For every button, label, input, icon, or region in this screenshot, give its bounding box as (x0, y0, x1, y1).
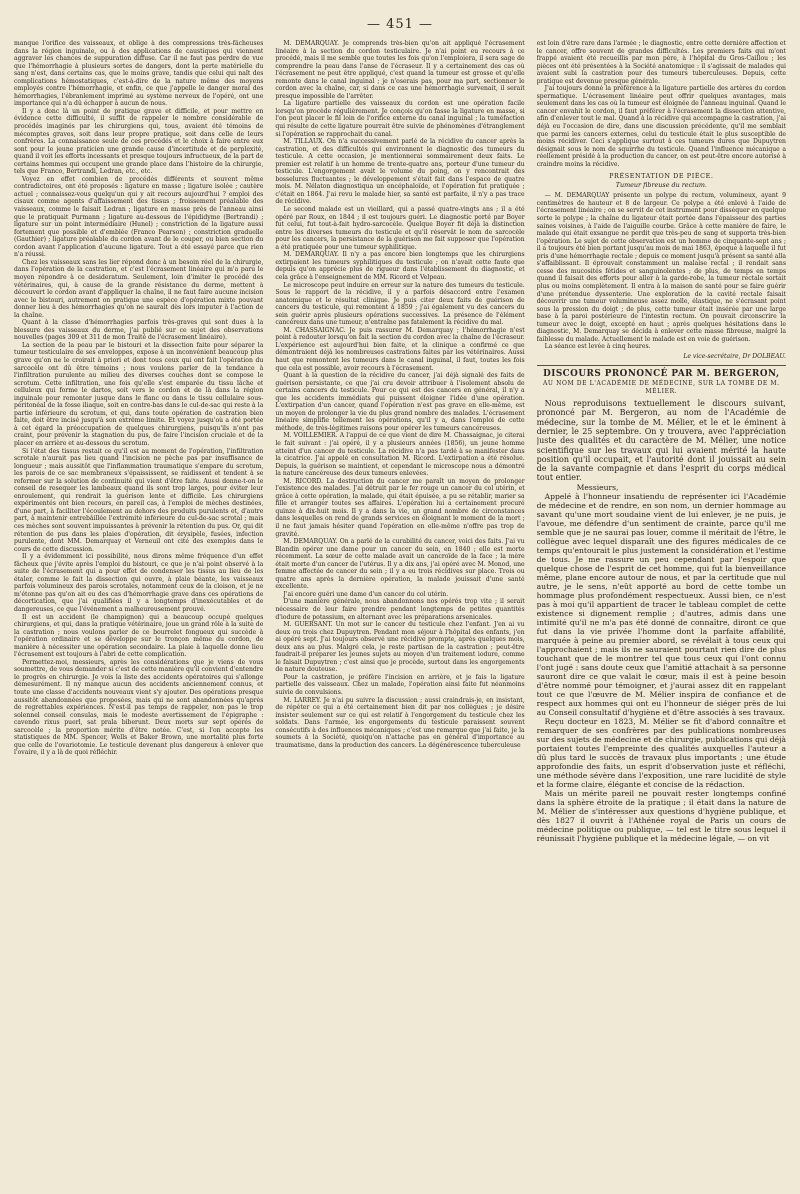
paragraph: est loin d'être rare dans l'armée ; le diagnostic, entre cette dernière affection et le cancer, offre souvent de grandes difficultés. Les premiers faits qui m'ont frappé avaient été recueillis par mon père, à l'hôpital du Gros-Caillou ; les pièces ont été présentées à la Société anatomique : il s'agissait de malades qui avaient subi la castration pour des tumeurs tuberculeuses. Depuis, cette pratique est devenue presque générale. (536, 40, 786, 85)
column-right (537, 40, 786, 1184)
discours-subtitle: AU NOM DE L'ACADÉMIE DE MÉDECINE, SUR LA TOMBE DE M. MÉLIER. (543, 379, 780, 395)
paragraph: M. DEMARQUAY. Je comprends très-bien qu'on ait appliqué l'écrasement linéaire à la section du cordon testiculaire. Je n'ai point eu recours à ce procédé, mais il me semble que toutes les fois qu'on l'emploiera, il sera sage de comprendre la peau dans l'anse de l'écraseur. Il y a certainement des cas où l'écrasement ne peut être appliqué, c'est quand la tumeur est grosse et qu'elle remonte dans le canal inguinal ; je n'oserais pas, pour ma part, sectionner le cordon avec la chaîne, car, si dans ce cas une hémorrhagie survenait, il serait presque impossible de l'arrêter. (275, 40, 525, 100)
paragraph: Appelé à l'honneur insatiendu de représenter ici l'Académie de médecine et de rendre, en son nom, un dernier hommage au savant qu'une mort soudaine vient de lui enlever, je ne puis, je l'avoue, me défendre d'un sentiment de crainte, parce qu'il me semble que je ne saurai pas louer, comme il méritait de l'être, le collègue avec lequel disparaît une des figures médicales de ce temps qu'entourait le plus justement la considération et l'estime de tous. Je me rassure un peu cependant par l'espoir que quelque chose de l'esprit de cet homme, qui fut la bienveillance même, plane encore autour de nous, et par la certitude que nul autre, je le sens, n'eût apporté au bord de cette tombe un hommage plus profondément respectueux. Aussi bien, ce n'est pas à moi qu'il appartient de tracer le tableau complet de cette existence si dignement remplie ; d'autres, admis dans une intimité qu'il ne m'a pas été donné de connaître, diront ce que fut dans la vie privée l'homme dont la parfaite affabilité, marquée à peine au premier abord, se révélait à tous ceux qui l'approchaient ; mais ils ne sauraient pourtant rien dire de plus touchant que de le montrer tel que tous ceux qui l'ont connu l'ont jugé : sans doute ceux que l'amitié attachait à sa personne sauront dire ce que valait le cœur, mais il est à peine besoin d'être nommé pour témoigner, et j'aurai assez dit en rappelant tout ce que l'œuvre de M. Mélier inspira de confiance et de respect aux hommes qui ont eu l'honneur de siéger près de lui au Conseil consultatif d'hygiène et d'être associés à ses travaux. (536, 491, 786, 717)
column-left (14, 40, 263, 1184)
paragraph: M. TILLAUX. On n'a successivement parlé de la récidive du cancer après la castration, et des difficultés qui environnent le diagnostic des tumeurs du testicule. A cette occasion, je mentionnerai sommairement deux faits. Le premier est relatif à un homme de trente-quatre ans, porteur d'une tumeur du testicule. L'engorgement avait le volume du poing, on y rencontrait des bosselures fluctuantes ; le développement s'était fait dans l'espace de quatre mois. M. Nélaton diagnostiqua un encéphaloïde, et l'opération fut pratiquée ; c'était en 1864. J'ai revu le malade hier, sa santé est parfaite, il n'y a pas trace de récidive. (275, 138, 525, 206)
divider (537, 365, 786, 366)
paragraph: M. DEMARQUAY. Il n'y a pas encore bien longtemps que les chirurgiens extirpaient les tumeurs syphilitiques du testicule ; on n'avait cette faute que depuis qu'on apprécie plus de rigueur dans l'établissement du diagnostic, et cela grâce à l'enseignement de MM. Ricord et Velpeau. (275, 251, 525, 281)
paragraph: M. RICORD. La destruction du cancer me paraît un moyen de prolonger l'existence des malades. J'ai détruit par le fer rouge un cancer du col utérin, et grâce à cette opération, la malade, qui était épuisée, a pu se rétablir, marier sa fille et arranger toutes ses affaires. L'opération lui a certainement procuré quinze à dix-huit mois. Il y a dans la vie, un grand nombre de circonstances dans lesquelles on rend de grands services en éloignant le moment de la mort ; il ne faut jamais hésiter quand l'opération en elle-même n'offre pas trop de gravité. (275, 477, 525, 538)
discours-salutation: Messieurs, (576, 482, 619, 492)
page-number: — 451 — (366, 17, 434, 32)
discours-title: DISCOURS PRONONCÉ PAR M. BERGERON, (543, 369, 780, 380)
paragraph: Le second malade est un vieillard, qui a passé quatre-vingts ans ; il a été opéré par Roux, en 1844 ; il est toujours guéri. Le diagnostic porté par Boyer fut celui, fut tout-à-fait hydro-sarcocèle. Quelque Boyer fit déjà la distinction entre les diverses tumeurs du testicule et qu'il réservât le nom de sarcocèle pour les cancers, la persistance de la guérison me fait supposer que l'opération a été pratiquée pour une tumeur syphilitique. (275, 206, 525, 251)
section-heading: PRÉSENTATION DE PIÈCE. (609, 172, 714, 181)
three-column-text (14, 40, 786, 1184)
paragraph: Il est un accident (le champignon) qui a beaucoup occupé quelques chirurgiens, et qui, dans la pratique vétérinaire, joue un grand rôle à la suite de la castration ; nous voulons parler de ce bourrelet fongueux qui succède à l'opération ordinaire et se développe sur le tronçon même du cordon, de manière à nécessiter une opération secondaire. La plaie à laquelle donne lieu l'écrasement est toujours à l'abri de cette complication. (14, 613, 264, 659)
paragraph: Quant à la classe d'hémorrhagies parfois très-graves qui sont dues à la blessure des vaisseaux du derme, j'ai publié sur ce sujet des observations nouvelles (pages 309 et 311 de mon Traité de l'écrasement linéaire). (14, 319, 264, 342)
paragraph: Il y a donc là un point de pratique grave et difficile, et pour mettre en évidence cette difficulté, il suffit de rappeler le nombre considérable de procédés imaginés par les chirurgiens qui, tous, avaient été témoins de mécomptes graves, soit dans leur propre pratique, soit dans celle de leurs confrères. La connaissance seule de ces procédés et le choix à faire entre eux sont pour le jeune praticien une grande cause d'incertitude et de perplexité, quand il voit les efforts incessants et presque toujours infructueux, de la part de certains hommes qui occupent une grande place dans l'histoire de la chirurgie, tels que Franco, Bertrandi, Ledran, etc., etc. (14, 107, 264, 176)
paragraph: Chez les vaisseaux sans les lier répond donc à un besoin réel de la chirurgie, dans l'opération de la castration, et c'est l'écrasement linéaire qui m'a paru le moyen répondre à ce desideratum. Seulement, loin d'imiter le procédé des vétérinaires, qui, à cause de la grande résistance du derme, mettent à découvert le cordon avant d'appliquer la chaîne, il ne faut faire aucune incision avec le bistouri, autrement on pratique une espèce d'opération mixte pouvant donner lieu à des hémorrhagies qu'on ne saurait dès lors imputer à l'action de la chaîne. (14, 258, 264, 319)
signature: Le vice-secrétaire, Dr DOLBEAU. (683, 352, 786, 360)
seance-closing: La séance est levée à cinq heures. (544, 343, 651, 351)
paragraph: Voyez en effet combien de procédés différents et souvent même contradictoires, ont été proposés : ligature en masse ; ligature isolée ; cautère actuel ; connaissez-vous quelqu'un qui y ait recours aujourd'hui ? emploi des cisaux comme agents d'affaissement des tissus ; froissement préalable des vaisseaux, comme le faisait Ledran ; ligature en masse près de l'anneau ainsi que le pratiquait Purmann ; ligature au-dessous de l'épididyme (Bertrandi) ; ligature sur un point intermédiaire (Hunel) ; constriction de la ligature aussi fortement que possible et d'emblée (Franco Pearson) ; constriction graduelle (Gauthier) ; ligature préalable du cordon avant de le couper, ou bien section du cordon avant l'application d'aucune ligature. Tout a été essayé parce que rien n'a réussi. (14, 175, 264, 259)
paragraph: M. VOILLEMIER. A l'appui de ce que vient de dire M. Chassaignac, je citerai le fait suivant : j'ai opéré, il y a plusieurs années (1856), un jeune homme atteint d'un cancer du testicule. La récidive n'a pas tardé à se manifester dans la cicatrice. J'ai appelé en consultation M. Ricord. L'extirpation a été résolue. Depuis, la guérison se maintient, et cependant le microscope nous a démontré la nature cancéreuse des deux tumeurs enlevées. (275, 432, 525, 478)
paragraph: Reçu docteur en 1823, M. Mélier se fit d'abord connaître et remarquer de ses confrères par des publications nombreuses sur des sujets de médecine et de chirurgie, publications qui déjà portaient toutes l'empreinte des qualités auxquelles l'auteur a dû plus tard le succès de travaux plus importants ; une étude approfondie des faits, un esprit d'observation juste et réfléchi, une méthode sévère dans l'exposition, une rare lucidité de style et la forme claire, élégante et concise de la rédaction. (536, 716, 786, 789)
paragraph: Permettez-moi, messieurs, après les considérations que je viens de vous soumettre, de vous demander si c'est de cette manière qu'il convient d'entendre le progrès en chirurgie. Je vois la liste des accidents opératoires qui s'allonge démesurément. Il ny manque aucun des accidents anciennement connus, et toute une classe d'accidents nouveaux vient s'y ajouter. Des opérations presque aussitôt abandonnées que proposées, mais qui ne sont abandonnées qu'après de regrettables expériences. N'est-il pas temps de rappeler, non pas le trop solennel conseil consulas, mais le modeste avertissement de l'épigraphe : cavendo rixus puerl, sat prala biberunt. Deux morts sur sept opérés de sarcocèle ; la proportion mérite d'être notée. C'est, si l'on accepte les statistiques de MM. Spencer, Wells et Baker Brown, une mortalité plus forte que celle de l'ovariotomie. Le testicule devenant plus dangereux à enlever que l'ovaire, il y a là de quoi réfléchir. (14, 658, 264, 757)
paragraph: M. DEMARQUAY. On a parlé de la curabilité du cancer, voici des faits. J'ai vu Blandin opérer une dame pour un cancer du sein, en 1840 ; elle est morte récemment. La sœur de cette malade avait un cancroïde de la face ; la mère était morte d'un cancer de l'utérus. Il y a dix ans, j'ai opéré avec M. Monod, une femme affectée de cancer du sein ; il y a eu trois récidives sur place. Trois ou quatre ans après la dernière opération, la malade jouissait d'une santé excellente. (275, 538, 525, 591)
paragraph: Le microscope peut induire en erreur sur la nature des tumeurs du testicule. Sous le rapport de la récidive, il y a parfois désaccord entre l'examen anatomique et le résultat clinique. Je puis citer deux faits de guérison de cancers du testicule, qui remontent à 1859 ; j'ai également vu des cancers du sein guérir après plusieurs opérations successives. La présence de l'élément cancéreux dans une tumeur, n'entraîne pas fatalement la récidive du mal. (275, 281, 525, 327)
paragraph: La section de la peau par le bistouri et la dissection faite pour séparer la tumeur testiculaire de ses enveloppes, expose à un inconvénient beaucoup plus grave qu'on ne le croirait à priori et dont tous ceux qui ont fait l'opération du sarcocèle ont dû être témoins ; nous voulons parler de la tendance à l'infiltration purulente au milieu des diverses couches dont se compose le scrotum. Cette infiltration, une fois qu'elle s'est emparée du tissu lâche et celluleux qui forme le dartos, soit vers le cordon et de là dans la région inguinale pour remonter jusque dans le flanc ou dans le tissu cellulaire sous-péritonéal de la fosse iliaque, soit en contre-bas dans le cul-de-sac qui reste à la partie inférieure du scrotum, et qui, dans toute opération de castration bien faite, doit être incisé jusqu'à son extrême limite. Et voyez jusqu'où a été portée à cet égard la préoccupation de quelques chirurgiens, puisqu'ils n'ont pas craint, pour prévenir la stagnation du pus, de faire l'incision cruciale et de la placer en arrière et au-dessous du scrotum. (14, 341, 264, 447)
piece-presentation-text: — M. DEMARQUAY présente un polype du rectum, volumineux, ayant 9 centimètres de hauteur et 8 de largeur. Ce polype a été enlevé à l'aide de l'écrasement linéaire ; on se servit de cet instrument pour disséquer en quelque sorte le polype ; la chaîne du ligateur était portée dans l'épaisseur des parties saines voisines, à l'aide de l'aiguille courbe. Grâce à cette manière de faire, le malade qui était exsangue ne perdit que très-peu de sang et supporta très-bien l'opération. Le sujet de cette observation est un homme de cinquante-sept ans ; il a toujours été bien portant jusqu'au mois de mai 1863, époque à laquelle il fut pris d'une hémorrhagie rectale ; depuis ce moment jusqu'à présent sa santé alla s'affaiblissant. Il éprouvait constamment un malaise rectal ; il rendait sans cesse des mucosités fétides et sanguinolentes ; de plus, de temps en temps quand il faisait des efforts pour aller à la garde-robe, la tumeur rectale sortait plus ou moins complètement. Il entra à la maison de santé pour se faire guérir d'une prétendue dyssenterie. Une exploration de la cavité rectale faisait découvrir une tumeur volumineuse assez molle, élastique, ne s'écrasant point sous la pression du doigt ; de plus, cette tumeur était insérée par une large base à la paroi postérieure de l'intestin rectum. On pouvait circonscrire la tumeur avec le doigt, excepté en haut ; après quelques hésitations dans le diagnostic, M. Demarquay se décida à enlever cette masse fibreuse, malgré la faiblesse du malade. Actuellement le malade est en voie de guérison. (536, 192, 786, 343)
column-middle (275, 40, 524, 1184)
paragraph: Il y a évidemment ici possibilité, nous dirons même fréquence d'un effet fâcheux que j'évite après l'emploi du bistouri, ce que je n'ai point observé à la suite de l'écrasement qui a pour effet de condenser les tissus au lieu de les étaler, comme le fait la dissection qui ouvre, à plaie béante, les vaisseaux parfois volumineux des parois scrotales, notamment ceux de la cloison, et je ne m'étonne pas qu'on ait eu des cas d'hémorrhagie grave dans ces opérations de décortication, que j'ai qualifiées il y a longtemps d'inexécutables et de dangereuses, ce que l'événement a malheureusement prouvé. (14, 553, 264, 614)
paragraph: La ligature partielle des vaisseaux du cordon est une opération facile lorsqu'on procède régulièrement. Je conçois qu'on fasse la ligature en masse, si l'on peut placer le fil loin de l'orifice externe du canal inguinal ; la tuméfaction qui résulte de cette ligature pourrait être suivie de phénomènes d'étranglement si l'opération se rapprochait du canal. (275, 100, 525, 138)
paragraph: Mais un mérite pareil ne pouvait rester longtemps confiné dans la sphère étroite de la pratique ; il était dans la nature de M. Mélier de s'intéresser aux questions d'hygiène publique, et dès 1827 il ouvrit à l'Athénée royal de Paris un cours de médecine politique ou publique, — tel est le titre sous lequel il réunissait l'hygiène publique et la médecine légale, — on vit (536, 788, 786, 843)
paragraph: M. LARREY. Je n'ai pu suivre la discussion ; aussi craindrais-je, en insistant, de répéter ce qui a été certainement bien dit par nos collègues ; je désire insister seulement sur ce qui est relatif à l'engorgement du testicule chez les soldats. Dans l'armée, les engorgements du testicule paraissent souvent consécutifs à des influences mécaniques ; c'est une remarque que j'ai faite, je la soumets à la Société, quoiqu'on n'attache pas en général d'importance au traumatisme, dans la production des cancers. La dégénérescence tuberculeuse (275, 696, 525, 749)
paragraph: D'une manière générale, nous abandonnons nos opérés trop vite ; il serait nécessaire de leur faire prendre pendant longtemps de petites quantités d'iodure de potassium, en alternant avec les préparations arsenicales. (275, 598, 525, 621)
paragraph: manque l'orifice des vaisseaux, et oblige à des compressions très-fâcheuses dans la région inguinale, ou à des applications de caustiques qui viennent aggraver les chances de suppuration diffuse. Car il ne faut pas perdre de vue que l'hémorrhagie à plusieurs sortes de dangers, dont la perte matérielle du sang n'est, dans certains cas, que le moins grave, tandis que celui qui naît des complications hémostatiques, c'est-à-dire de la nature même des moyens employés contre l'hémorrhagie, et enfin, ce que j'appelle le danger moral des hémorrhagies, l'ébranlement imprimé au système nerveux de l'opéré, ont une importance qui n'a dû échapper à aucun de nous. (14, 40, 264, 108)
discours-section (537, 371, 786, 842)
paragraph: M. GUERSANT. Un mot sur le cancer du testicule chez l'enfant. J'en ai vu deux ou trois chez Dupuytren. Pendant mon séjour à l'hôpital des enfants, j'en ai opéré sept. J'ai toujours observé une récidive prompte, après quelques mois, deux ans au plus. Malgré cela, je reste partisan de la castration ; peut-être faudrait-il préparer les jeunes sujets au moyen d'un traitement iodure, comme le faisait Dupuytren ; c'est ainsi que je procède, surtout dans les engorgements de nature douteuse. (275, 621, 525, 674)
paragraph: J'ai toujours donné la préférence à la ligature partielle des artères du cordon spermatique. L'écrasement linéaire peut offrir quelques avantages, mais seulement dans les cas où la tumeur est éloignée de l'anneau inguinal. Quand le cancer envahit le cordon, il faut préférer à l'écrasement la dissection attentive, afin d'enlever tout le mal. Quand à la récidive qui accompagne la castration, j'ai déjà eu l'occasion de dire, dans une discussion précédente, qu'il me semblait que parmi les cancers externes, celui du testicule était le plus susceptible de moins récidiver. Ceci s'applique surtout à ces tumeurs dures que Dupuytren désignait sous le nom de squirrhe du testicule. Quand l'influence mécanique a réellement présidé à la production du cancer, on est peut-être encore autorisé à craindre moins la récidive. (536, 85, 786, 168)
paragraph: J'ai encore guéri une dame d'un cancer du col utérin. (283, 590, 449, 598)
paragraph: M. CHASSAIGNAC. Je puis rassurer M. Demarquay ; l'hémorrhagie n'est point à redouter lorsqu'on fait la section du cordon avec la chaîne de l'écraseur. L'expérience est aujourd'hui bien faite, et la clinique a confirmé ce que démontraient déjà les nombreuses castrations faites par les vétérinaires. Aussi haut que remontent les tumeurs dans le canal inguinal, il faut, toutes les fois que cela est possible, avoir recours à l'écrasement. (275, 326, 525, 372)
paragraph: Quant à la question de la récidive du cancer, j'ai déjà signalé des faits de guérison persistante, ce que j'ai cru devoir attribuer à l'isolement absolu de certains cancers du testicule. Pour ce qui est des cancers en général, il n'y a que les accidents immédiats qui puissent éloigner l'idée d'une opération. L'extirpation d'un cancer, quand l'opération n'est pas grave en elle-même, est un moyen de prolonger la vie du plus grand nombre des malades. L'écrasement linéaire simplifie tellement les opérations, qu'il y a, dans l'emploi de cette méthode, de très-légitimes raisons pour opérer les tumeurs cancéreuses. (275, 372, 525, 432)
paragraph: Si l'état des tissus restait ce qu'il est au moment de l'opération, l'infiltration scrotale n'aurait pas lieu quand l'incision ne pèche pas par insuffisance de longueur ; mais aussitôt que l'inflammation traumatique s'empare du scrotum, les parois de ce sac membraneux s'épaississent, se raidissent et tendent à se refermer sur la solution de continuité qui vient d'être faite. Aussi donne-t-on le conseil de resequer les lambeaux quand ils sont trop larges, pour éviter leur enroulement, qui rendrait la guérison lente et difficile. Les chirurgiens expérimentés ont bien recours, en pareil cas, à l'emploi de mèches destinées, d'une part, à faciliter l'écoulement au dehors des produits purulents et, d'autre part, à maintenir entrebâillée l'extrémité inférieure du cul-de-sac scrotal ; mais ces mèches sont souvent impuissantes à prévenir la rétention du pus. Or, qui dit rétention de pus dans les plaies d'opération, dit érysipèle, fusées, infection purulente, dont MM. Demarquay et Verneuil ont cité des exemples dans le cours de cette discussion. (14, 447, 264, 553)
section-subheading: Tumeur fibreuse du rectum. (615, 180, 707, 189)
paragraph: Pour la castration, je préfère l'incision en arrière, et je fais la ligature partielle des vaisseaux. Chez un malade, l'opération ainsi faite fut néanmoins suivie de convulsions. (275, 673, 525, 697)
discours-lead: Nous reproduisons textuellement le discours suivant, prononcé par M. Bergeron, au nom de l'Académie de médecine, sur la tombe de M. Mélier, et le et le éminent à dernier, le 25 septembre. On y trouvera, avec l'appréciation juste des qualités et du caractère de M. Mélier, une notice scientifique sur les travaux qui lui avaient mérité la haute position qu'il occupait, et l'autorité dont il jouissait au sein de la savante compagnie et dans l'esprit du corps médical tout entier. (536, 399, 786, 483)
